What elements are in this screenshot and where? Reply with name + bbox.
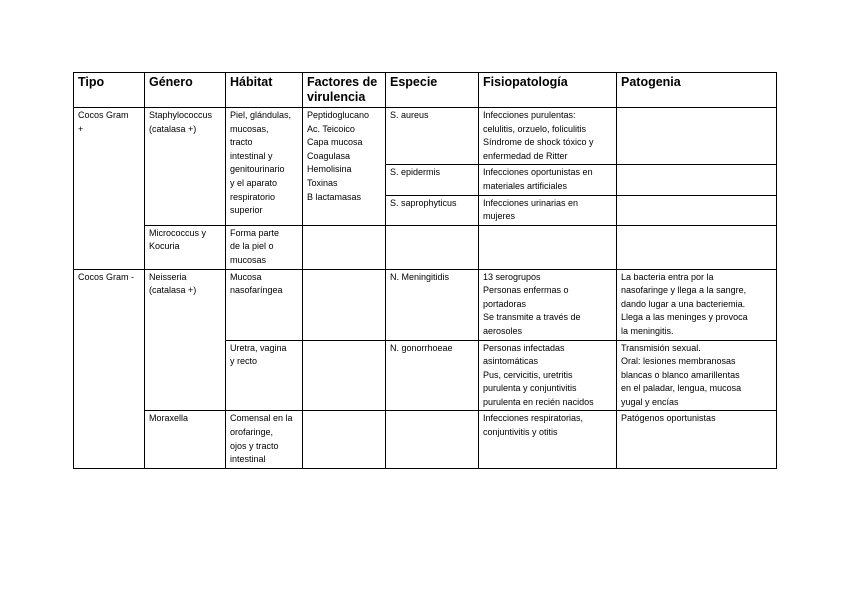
cell-especie: N. Meningitidis bbox=[386, 269, 479, 340]
bacteria-table bbox=[73, 72, 777, 469]
table-row bbox=[74, 269, 777, 340]
header-fisiopatologia: Fisiopatología bbox=[479, 73, 617, 108]
cell-habitat: Piel, glándulas, mucosas, tracto intestinal y genitourinario y el aparato respiratorio superior bbox=[226, 108, 303, 226]
header-genero: Género bbox=[145, 73, 226, 108]
cell-fisiopatologia: Infecciones respiratorias, conjuntivitis y otitis bbox=[479, 411, 617, 468]
cell-especie: S. saprophyticus bbox=[386, 195, 479, 225]
cell-tipo: Cocos Gram - bbox=[74, 269, 145, 468]
cell-fisiopatologia: Infecciones urinarias en mujeres bbox=[479, 195, 617, 225]
header-tipo: Tipo bbox=[74, 73, 145, 108]
cell-especie: S. aureus bbox=[386, 108, 479, 165]
cell-habitat: Mucosa nasofaríngea bbox=[226, 269, 303, 340]
cell-factores bbox=[303, 340, 386, 411]
cell-fisiopatologia: Infecciones oportunistas en materiales artificiales bbox=[479, 165, 617, 195]
cell-patogenia: Patógenos oportunistas bbox=[617, 411, 777, 468]
cell-habitat: Comensal en la orofaringe, ojos y tracto intestinal bbox=[226, 411, 303, 468]
cell-especie bbox=[386, 411, 479, 468]
cell-genero: Micrococcus y Kocuria bbox=[145, 225, 226, 269]
cell-patogenia bbox=[617, 165, 777, 195]
table-row bbox=[74, 108, 777, 165]
cell-patogenia: La bacteria entra por la nasofaringe y llega a la sangre, dando lugar a una bacteriemia. Llega a las meninges y provoca la meningitis. bbox=[617, 269, 777, 340]
cell-factores bbox=[303, 269, 386, 340]
cell-fisiopatologia: 13 serogrupos Personas enfermas o portadoras Se transmite a través de aerosoles bbox=[479, 269, 617, 340]
header-row bbox=[74, 73, 777, 108]
cell-factores bbox=[303, 411, 386, 468]
cell-habitat: Forma parte de la piel o mucosas bbox=[226, 225, 303, 269]
cell-habitat: Uretra, vagina y recto bbox=[226, 340, 303, 411]
header-habitat: Hábitat bbox=[226, 73, 303, 108]
cell-factores bbox=[303, 225, 386, 269]
cell-genero: Neisseria (catalasa +) bbox=[145, 269, 226, 411]
cell-patogenia: Transmisión sexual. Oral: lesiones membranosas blancas o blanco amarillentas en el paladar, lengua, mucosa yugal y encías bbox=[617, 340, 777, 411]
table-row bbox=[74, 411, 777, 468]
cell-patogenia bbox=[617, 225, 777, 269]
cell-factores: Peptidoglucano Ac. Teicoico Capa mucosa Coagulasa Hemolisina Toxinas B lactamasas bbox=[303, 108, 386, 226]
cell-genero: Moraxella bbox=[145, 411, 226, 468]
cell-fisiopatologia bbox=[479, 225, 617, 269]
cell-especie: S. epidermis bbox=[386, 165, 479, 195]
cell-especie bbox=[386, 225, 479, 269]
header-factores: Factores de virulencia bbox=[303, 73, 386, 108]
cell-patogenia bbox=[617, 195, 777, 225]
header-patogenia: Patogenia bbox=[617, 73, 777, 108]
cell-fisiopatologia: Infecciones purulentas: celulitis, orzuelo, foliculitis Síndrome de shock tóxico y enfermedad de Ritter bbox=[479, 108, 617, 165]
header-especie: Especie bbox=[386, 73, 479, 108]
table-row bbox=[74, 225, 777, 269]
cell-patogenia bbox=[617, 108, 777, 165]
cell-fisiopatologia: Personas infectadas asintomáticas Pus, cervicitis, uretritis purulenta y conjuntivitis purulenta en recién nacidos bbox=[479, 340, 617, 411]
cell-tipo: Cocos Gram + bbox=[74, 108, 145, 270]
cell-genero: Staphylococcus (catalasa +) bbox=[145, 108, 226, 226]
cell-especie: N. gonorrhoeae bbox=[386, 340, 479, 411]
